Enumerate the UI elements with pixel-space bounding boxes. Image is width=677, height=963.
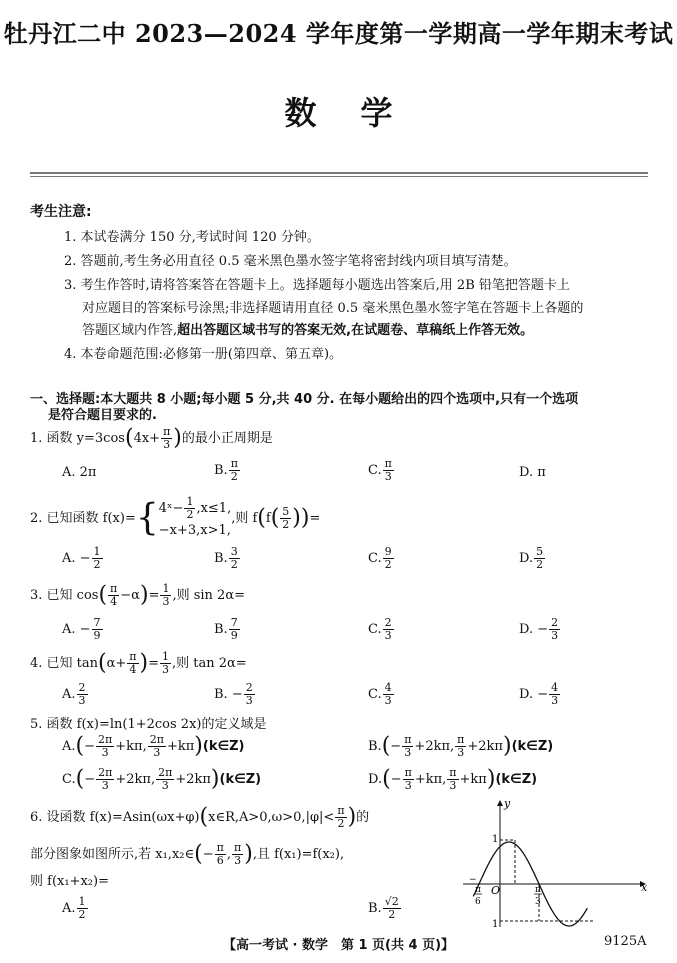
note-item: 3. 考生作答时,请将答案答在答题卡上。选择题每小题选出答案后,用 2B 铅笔把答题卡上 <box>64 278 570 293</box>
note-item: 1. 本试卷满分 150 分,考试时间 120 分钟。 <box>64 230 320 245</box>
q5-option-c[interactable]: C.(− $\frac{2\pi}{3}$ +2kπ, $\frac{2\pi}{3}$ +2kπ)(k∈Z) <box>62 766 262 792</box>
sine-graph <box>455 795 655 935</box>
y-tick-top: 1 <box>492 834 499 845</box>
q3-option-d[interactable]: D. − $\frac{2}{3}$ <box>519 616 559 642</box>
q3-option-b[interactable]: B. $\frac{7}{9}$ <box>214 616 238 642</box>
q1-stem: 1. 函数 y=3cos <box>30 431 125 446</box>
q1-option-d[interactable]: D. π <box>519 465 546 480</box>
question-2: 2. 已知函数 f(x)={ 4ˣ− $\frac{1}{2}$ ,x≤1, −x+3,x>1, ,则 f(f( $\frac{5}{2}$ ))= <box>30 495 321 539</box>
header-divider <box>30 172 648 177</box>
note-emphasis: 超出答题区域书写的答案无效,在试题卷、草稿纸上作答无效。 <box>177 323 534 338</box>
note-text: 答题区域内作答, <box>82 323 178 338</box>
question-6-line2: 部分图象如图所示,若 x₁,x₂∈(− $\frac{\pi}{6}$ , $\frac{\pi}{3}$ ),且 f(x₁)=f(x₂), <box>30 841 345 867</box>
q4-option-a[interactable]: A. $\frac{2}{3}$ <box>62 681 86 707</box>
y-axis-label: y <box>504 797 511 810</box>
q3-option-a[interactable]: A. − $\frac{7}{9}$ <box>62 616 101 642</box>
q1-stem-end: 的最小正周期是 <box>181 431 273 446</box>
origin-label: O <box>491 884 501 897</box>
q1-option-a[interactable]: A. 2π <box>62 465 97 480</box>
question-1: 1. 函数 y=3cos(4x+ $\frac{\pi}{3}$ )的最小正周期是 <box>30 425 273 451</box>
q5-option-b[interactable]: B.(− $\frac{\pi}{3}$ +2kπ, $\frac{\pi}{3}$ +2kπ)(k∈Z) <box>368 733 554 759</box>
q3-option-c[interactable]: C. $\frac{2}{3}$ <box>368 616 392 642</box>
tick-right-den: 3 <box>535 897 541 907</box>
note-item: 2. 答题前,考生务必用直径 0.5 毫米黑色墨水签字笔将密封线内项目填写清楚。 <box>64 254 517 269</box>
x-axis-label: x <box>641 881 648 894</box>
question-4: 4. 已知 tan(α+ $\frac{\pi}{4}$ )= $\frac{1}{3}$ ,则 tan 2α= <box>30 650 247 676</box>
q1-arg: 4x+ <box>133 431 161 446</box>
q1-option-b[interactable]: B. $\frac{\pi}{2}$ <box>214 457 238 483</box>
tick-left-num: π <box>475 885 481 895</box>
q5-option-a[interactable]: A.(− $\frac{2\pi}{3}$ +kπ, $\frac{2\pi}{3}$ +kπ)(k∈Z) <box>62 733 245 759</box>
notes-heading: 考生注意: <box>30 204 92 220</box>
exam-title: 牡丹江二中 2023—2024 学年度第一学期高一学年期末考试 <box>3 19 674 48</box>
question-3: 3. 已知 cos( $\frac{\pi}{4}$ −α)= $\frac{1}{3}$ ,则 sin 2α= <box>30 582 245 608</box>
q2-option-d[interactable]: D. $\frac{5}{2}$ <box>519 545 544 571</box>
frac-den: 3 <box>163 438 171 451</box>
tick-right-num: π <box>535 885 541 895</box>
section-heading: 一、选择题:本大题共 8 小题;每小题 5 分,共 40 分. 在每小题给出的四个选项中,只有一个选项 <box>30 392 579 407</box>
q2-option-a[interactable]: A. − $\frac{1}{2}$ <box>62 545 101 571</box>
q6-option-b[interactable]: B. $\frac{√2}{2}$ <box>368 895 399 921</box>
q4-option-d[interactable]: D. − $\frac{4}{3}$ <box>519 681 559 707</box>
note-item: 对应题目的答案标号涂黑;非选择题请用直径 0.5 毫米黑色墨水签字笔在答题卡上各题的 <box>82 301 584 316</box>
q4-option-b[interactable]: B. − $\frac{2}{3}$ <box>214 681 253 707</box>
note-item <box>82 319 533 338</box>
q1-option-c[interactable]: C. $\frac{\pi}{3}$ <box>368 457 392 483</box>
question-5: 5. 函数 f(x)=ln(1+2cos 2x)的定义域是 <box>30 717 267 732</box>
note-item: 4. 本卷命题范围:必修第一册(第四章、第五章)。 <box>64 347 343 362</box>
q5-option-d[interactable]: D.(− $\frac{\pi}{3}$ +kπ, $\frac{\pi}{3}$ +kπ)(k∈Z) <box>368 766 538 792</box>
y-tick-bottom: 1 <box>492 919 499 930</box>
q2-stem: 2. 已知函数 f(x)= <box>30 511 136 526</box>
tick-left-sign: − <box>469 875 477 885</box>
q6-option-a[interactable]: A. $\frac{1}{2}$ <box>62 895 86 921</box>
q4-option-c[interactable]: C. $\frac{4}{3}$ <box>368 681 392 707</box>
tick-left-den: 6 <box>475 897 481 907</box>
subject-title: 数学 <box>284 94 437 132</box>
q2-option-c[interactable]: C. $\frac{9}{2}$ <box>368 545 392 571</box>
q2-option-b[interactable]: B. $\frac{3}{2}$ <box>214 545 238 571</box>
question-6: 6. 设函数 f(x)=Asin(ωx+φ)(x∈R,A>0,ω>0,|φ|< $\frac{\pi}{2}$ )的 <box>30 804 370 830</box>
frac-num: π <box>163 425 171 438</box>
section-heading-cont: 是符合题目要求的. <box>48 408 157 423</box>
question-6-line3: 则 f(x₁+x₂)= <box>30 874 109 889</box>
paper-code: 9125A <box>604 934 647 949</box>
page-footer: 【高一考试 · 数学 第 1 页(共 4 页)】 <box>222 938 455 953</box>
